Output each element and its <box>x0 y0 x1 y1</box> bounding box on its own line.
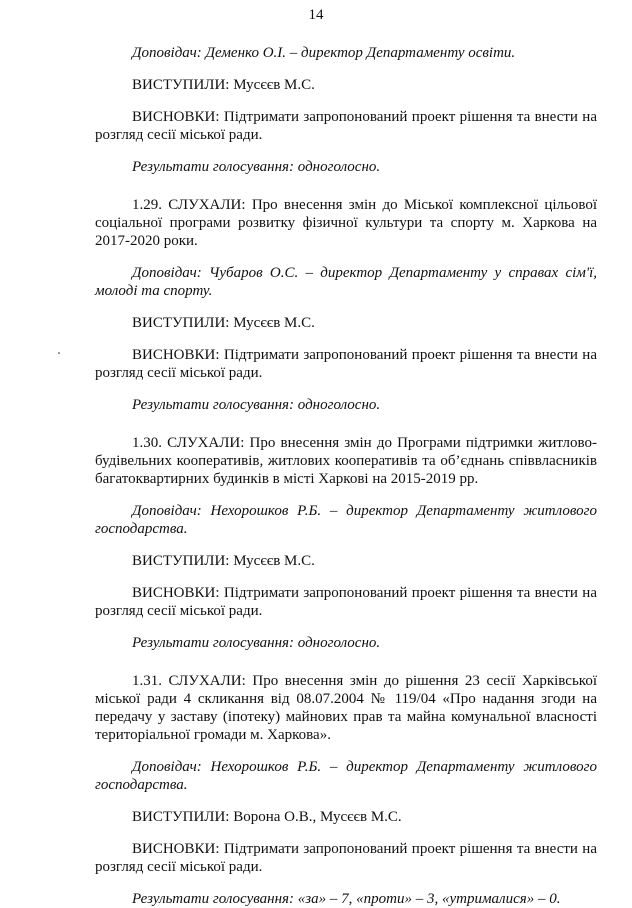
spoke-line: ВИСТУПИЛИ: Ворона О.В., Мусєєв М.С. <box>132 809 402 825</box>
speaker-line: Доповідач: Чубаров О.С. – директор Департаменту у справах сім'ї, молоді та спорту. <box>95 265 597 299</box>
spoke-line: ВИСТУПИЛИ: Мусєєв М.С. <box>132 553 315 569</box>
vote-result: Результати голосування: «за» – 7, «проти» – 3, «утрималися» – 0. <box>132 891 561 907</box>
vote-result: Результати голосування: одноголосно. <box>132 635 381 651</box>
vote-result: Результати голосування: одноголосно. <box>132 159 381 175</box>
conclusion-paragraph: ВИСНОВКИ: Підтримати запропонований проект рішення та внести на розгляд сесії міської ради. <box>95 109 597 143</box>
spoke-line: ВИСТУПИЛИ: Мусєєв М.С. <box>132 77 315 93</box>
conclusion-paragraph: ВИСНОВКИ: Підтримати запропонований проект рішення та внести на розгляд сесії міської ради. <box>95 347 597 381</box>
minutes-body <box>95 44 597 908</box>
conclusion-paragraph: ВИСНОВКИ: Підтримати запропонований проект рішення та внести на розгляд сесії міської ради. <box>95 841 597 875</box>
heard-paragraph-1-29: 1.29. СЛУХАЛИ: Про внесення змін до Міської комплексної цільової соціальної програми розвитку фізичної культури та спорту м. Харкова на 2017-2020 роки. <box>95 197 597 249</box>
heard-paragraph-1-31: 1.31. СЛУХАЛИ: Про внесення змін до рішення 23 сесії Харківської міської ради 4 скликання від 08.07.2004 № 119/04 «Про надання згоди на передачу у заставу (іпотеку) майнових прав та майна комунальної власності територіальної громади м. Харкова». <box>95 673 597 743</box>
vote-result: Результати голосування: одноголосно. <box>132 397 381 413</box>
speaker-line: Доповідач: Нехорошков Р.Б. – директор Департаменту житлового господарства. <box>95 503 597 537</box>
spoke-line: ВИСТУПИЛИ: Мусєєв М.С. <box>132 315 315 331</box>
page-number: 14 <box>308 7 324 23</box>
conclusion-paragraph: ВИСНОВКИ: Підтримати запропонований проект рішення та внести на розгляд сесії міської ради. <box>95 585 597 619</box>
heard-paragraph-1-30: 1.30. СЛУХАЛИ: Про внесення змін до Програми підтримки житлово-будівельних кооперативів, житлових кооперативів та об’єднань співвласників багатоквартирних будинків в місті Харкові на 2015-2019 рр. <box>95 435 597 487</box>
speaker-line: Доповідач: Деменко О.І. – директор Департаменту освіти. <box>132 45 516 61</box>
speaker-line: Доповідач: Нехорошков Р.Б. – директор Департаменту житлового господарства. <box>95 759 597 793</box>
scan-speck <box>58 352 60 354</box>
